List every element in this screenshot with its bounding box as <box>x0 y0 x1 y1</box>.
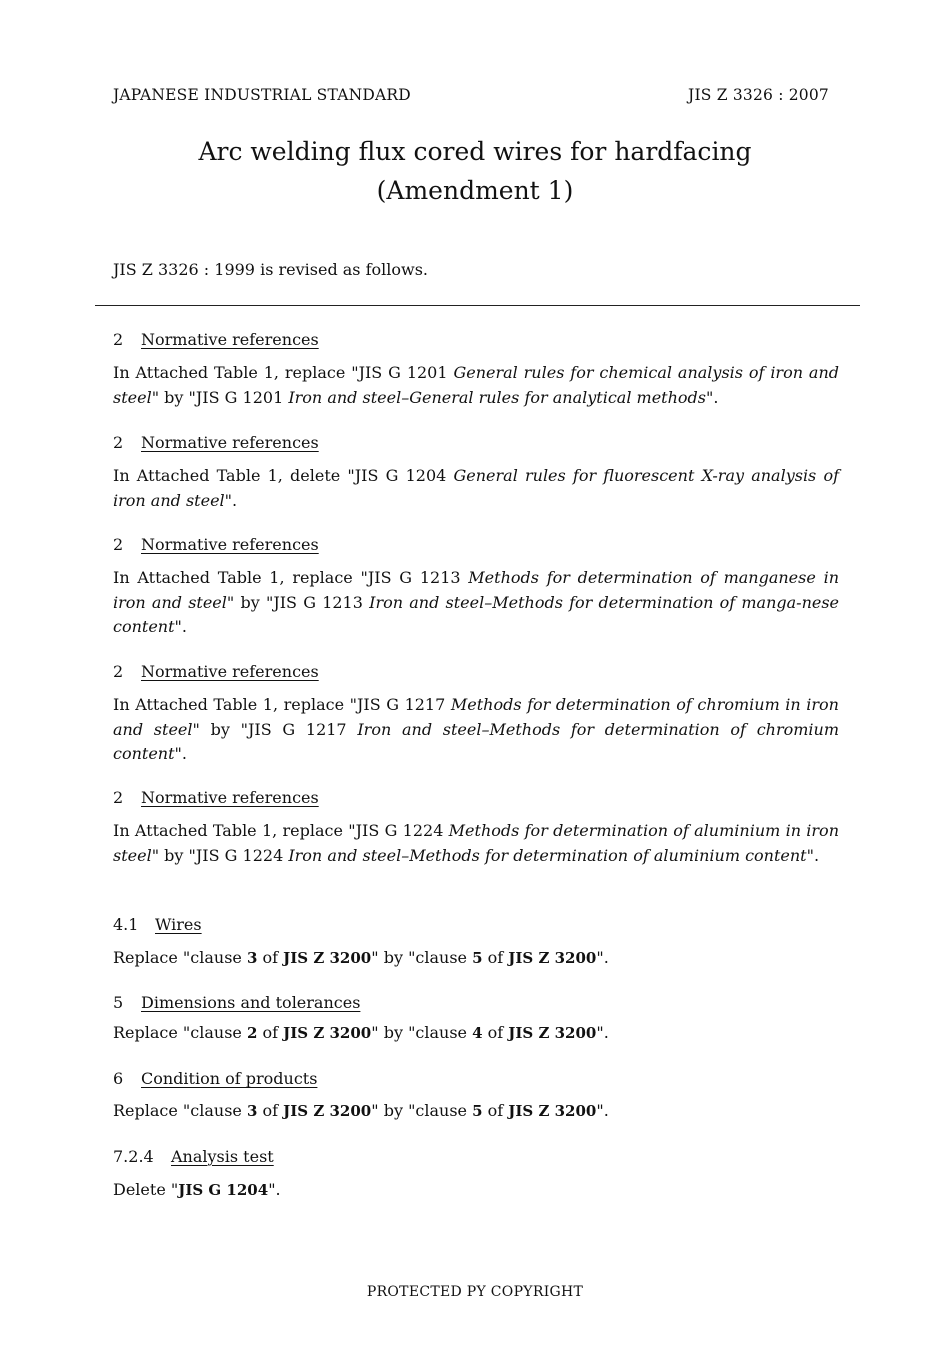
body-text: " by "JIS G 1213 <box>226 592 370 612</box>
body-text: ". <box>596 1101 609 1120</box>
body-italic: General rules for fluorescent X-ray analysis of iron and steel <box>113 466 839 510</box>
section-body <box>113 819 839 868</box>
section-number: 7.2.4 <box>113 1147 154 1166</box>
section-heading <box>113 328 839 352</box>
body-bold: 3 <box>246 949 258 967</box>
section-title: Analysis test <box>171 1147 274 1166</box>
section-body <box>113 1099 839 1124</box>
section-body <box>113 1021 839 1046</box>
body-text: " by "JIS G 1217 <box>192 719 358 739</box>
body-italic: Methods for determination of aluminium in iron steel <box>113 821 839 865</box>
section-title: Condition of products <box>141 1069 318 1088</box>
header-standard-number: JIS Z 3326 : 2007 <box>688 86 829 104</box>
section-heading <box>113 913 839 937</box>
body-bold: JIS Z 3200 <box>283 1024 372 1042</box>
body-text: of <box>482 1023 509 1042</box>
section-normative-references-1 <box>113 328 839 410</box>
section-number: 2 <box>113 433 124 452</box>
copyright-footer: PROTECTED PY COPYRIGHT <box>366 1284 584 1300</box>
body-text: ". <box>268 1180 281 1199</box>
section-normative-references-5 <box>113 786 839 868</box>
body-text: ". <box>174 744 187 763</box>
section-body <box>113 1178 839 1203</box>
section-body <box>113 361 839 410</box>
section-analysis-test <box>113 1145 839 1203</box>
section-normative-references-3 <box>113 533 839 640</box>
section-heading <box>113 533 839 557</box>
section-number: 2 <box>113 330 124 349</box>
section-title: Normative references <box>141 788 319 807</box>
section-title: Normative references <box>141 535 319 554</box>
intro-text: JIS Z 3326 : 1999 is revised as follows. <box>113 260 429 279</box>
body-text: ". <box>174 617 187 636</box>
document-subtitle: (Amendment 1) <box>376 176 574 205</box>
body-text: ". <box>806 845 820 865</box>
section-title: Normative references <box>141 662 319 681</box>
section-title: Normative references <box>141 330 319 349</box>
body-italic: General rules for chemical analysis of iron and steel <box>113 363 839 407</box>
body-italic: Iron and steel–Methods for determination of chromium content <box>113 719 840 763</box>
body-text: of <box>482 948 509 967</box>
section-number: 4.1 <box>113 915 139 934</box>
body-bold: JIS G 1204 <box>178 1181 269 1199</box>
body-text: In Attached Table 1, replace "JIS G 1217 <box>113 695 451 714</box>
section-heading <box>113 431 839 455</box>
document-title: Arc welding flux cored wires for hardfacing <box>198 137 752 166</box>
section-number: 6 <box>113 1069 124 1088</box>
body-italic: Iron and steel–General rules for analytical methods <box>288 387 706 407</box>
body-text: In Attached Table 1, delete "JIS G 1204 <box>113 466 454 485</box>
body-bold: 4 <box>472 1024 483 1042</box>
section-body <box>113 566 839 640</box>
body-text: ". <box>224 490 238 510</box>
section-normative-references-2 <box>113 431 839 513</box>
section-title: Normative references <box>141 433 319 452</box>
body-text: Replace "clause <box>113 1101 247 1120</box>
body-text: of <box>257 948 284 967</box>
body-text: In Attached Table 1, replace "JIS G 1201 <box>113 363 454 382</box>
body-italic: Methods for determination of chromium in iron and steel <box>113 695 839 739</box>
body-text: " by "JIS G 1201 <box>151 387 289 407</box>
section-title: Dimensions and tolerances <box>141 993 361 1012</box>
body-text: " by "clause <box>371 1023 473 1042</box>
section-normative-references-4 <box>113 660 839 767</box>
section-heading <box>113 991 839 1015</box>
section-condition-of-products <box>113 1067 839 1124</box>
body-text: Replace "clause <box>113 948 247 967</box>
body-bold: 2 <box>246 1024 258 1042</box>
section-wires <box>113 913 839 971</box>
section-body <box>113 946 839 971</box>
body-bold: JIS Z 3200 <box>508 949 597 967</box>
section-heading <box>113 786 839 810</box>
body-bold: JIS Z 3200 <box>508 1102 597 1120</box>
section-heading <box>113 1067 839 1091</box>
body-text: " by "clause <box>371 1101 473 1120</box>
body-italic: Iron and steel–Methods for determination of manga-nese content <box>113 592 840 636</box>
body-text: " by "clause <box>371 948 473 967</box>
body-text: ". <box>705 387 719 407</box>
body-bold: 5 <box>472 949 483 967</box>
body-bold: JIS Z 3200 <box>283 1102 372 1120</box>
section-heading <box>113 660 839 684</box>
body-italic: Iron and steel–Methods for determination of aluminium content <box>288 845 807 865</box>
section-body <box>113 693 839 767</box>
body-bold: JIS Z 3200 <box>283 949 372 967</box>
section-title: Wires <box>155 915 202 934</box>
body-text: ". <box>596 948 609 967</box>
body-text: ". <box>596 1023 609 1042</box>
section-number: 2 <box>113 788 124 807</box>
section-dimensions-and-tolerances <box>113 991 839 1046</box>
body-bold: JIS Z 3200 <box>508 1024 597 1042</box>
body-bold: 5 <box>472 1102 483 1120</box>
body-text: of <box>482 1101 509 1120</box>
section-number: 5 <box>113 993 124 1012</box>
body-text: of <box>257 1023 284 1042</box>
section-number: 2 <box>113 662 124 681</box>
section-number: 2 <box>113 535 124 554</box>
body-text: In Attached Table 1, replace "JIS G 1224 <box>113 821 449 840</box>
section-body <box>113 464 839 513</box>
body-text: of <box>257 1101 284 1120</box>
body-text: " by "JIS G 1224 <box>151 845 289 865</box>
horizontal-divider <box>95 305 860 306</box>
header-standard-label: JAPANESE INDUSTRIAL STANDARD <box>113 86 411 104</box>
body-text: Replace "clause <box>113 1023 247 1042</box>
body-bold: 3 <box>246 1102 258 1120</box>
section-heading <box>113 1145 839 1169</box>
body-text: Delete " <box>113 1180 179 1199</box>
body-italic: Methods for determination of manganese in iron and steel <box>113 568 839 612</box>
body-text: In Attached Table 1, replace "JIS G 1213 <box>113 568 469 587</box>
